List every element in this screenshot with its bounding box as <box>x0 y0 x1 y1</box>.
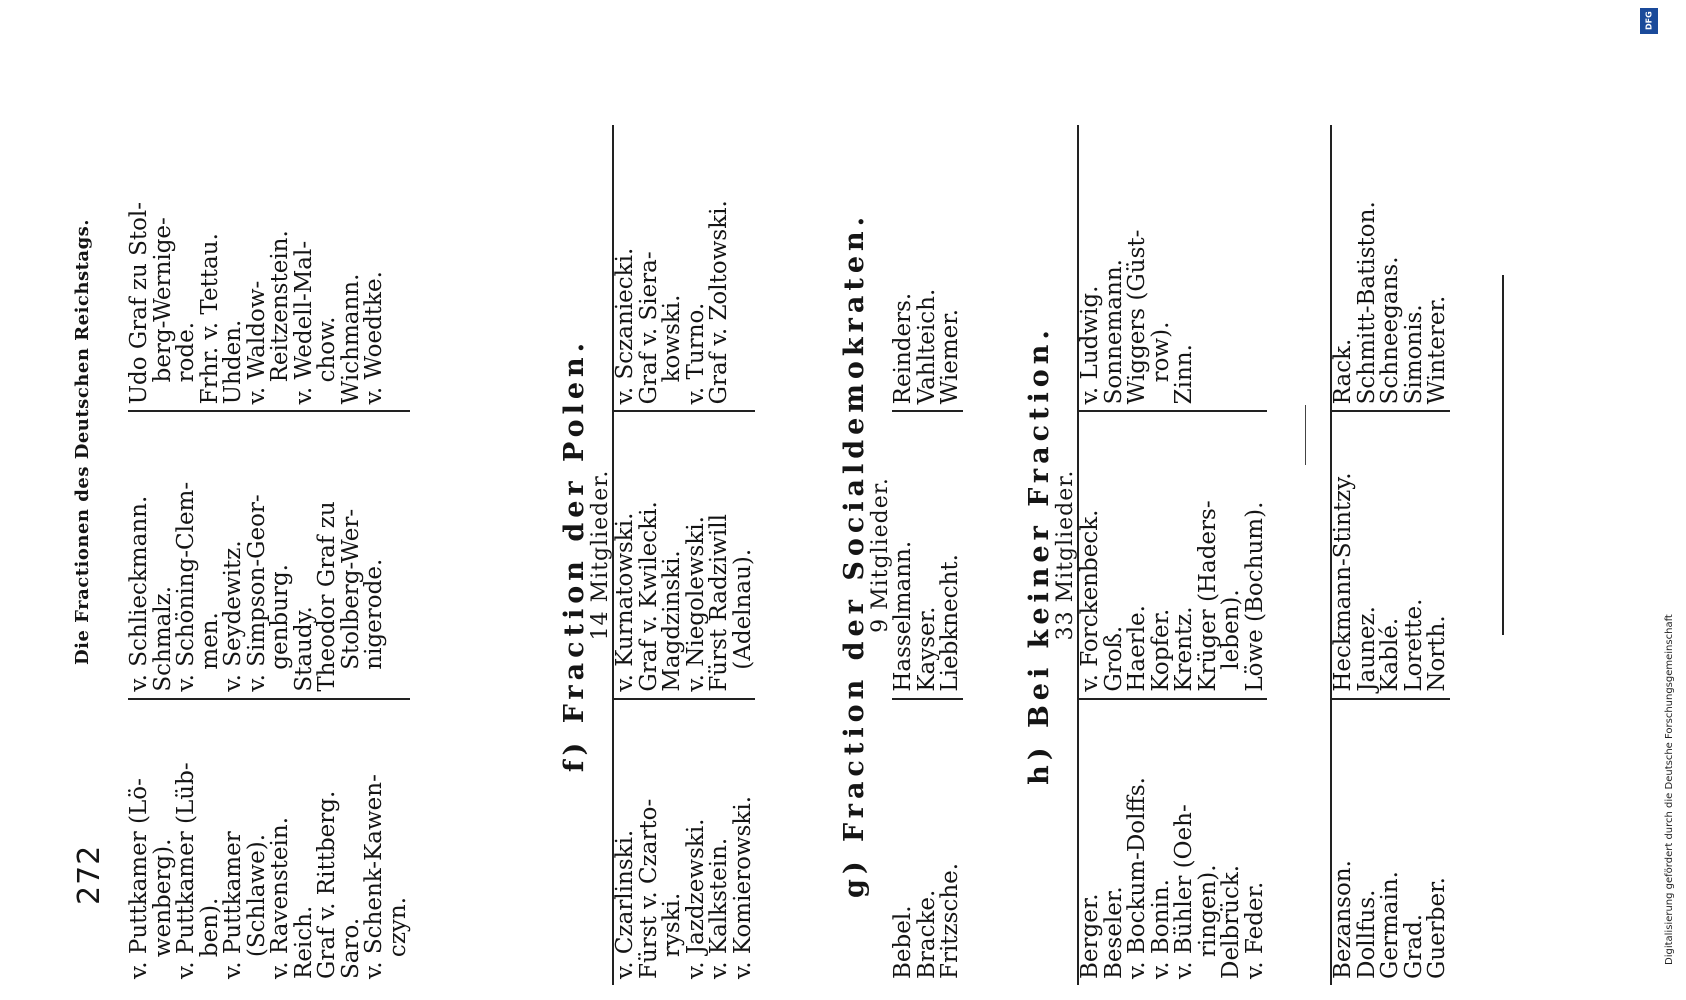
member-count: 9 Mitglieder. <box>868 477 893 633</box>
member-entry: Krüger (Haders- <box>1194 500 1221 692</box>
member-entry: v. Feder. <box>1241 881 1268 979</box>
member-entry: v. Woedtke. <box>361 271 387 405</box>
member-entry: v. Puttkamer (Lö- <box>126 778 152 979</box>
block-alsace-members <box>1330 125 1450 985</box>
member-entry: v. Seydewitz. <box>220 540 246 692</box>
section-heading: g) Fraction der Socialdemokraten. <box>839 211 870 899</box>
member-entry: v. Schlieckmann. <box>126 495 152 692</box>
member-entry: Löwe (Bochum). <box>1241 501 1268 692</box>
member-entry: v. Simpson-Geor- <box>243 494 270 692</box>
member-entry: North. <box>1424 615 1450 692</box>
three-columns <box>612 125 755 985</box>
member-entry: Simonis. <box>1400 304 1427 405</box>
name-column <box>892 700 963 985</box>
member-entry: v. Forckenbeck. <box>1077 509 1103 692</box>
separator-rule <box>1305 405 1306 465</box>
member-entry: v. Jazdzewski. <box>682 818 709 979</box>
member-entry: nigerode. <box>361 558 387 692</box>
member-entry: Schmitt-Batiston. <box>1353 201 1380 405</box>
section-no-fraction <box>1025 125 1267 985</box>
member-entry: Berger. <box>1077 893 1103 979</box>
digitization-note: Digitalisierung gefördert durch die Deutsche Forschungsgemeinschaft <box>1664 614 1675 965</box>
member-entry: berg-Wernige- <box>149 217 176 405</box>
member-entry: Uhden. <box>220 319 246 405</box>
member-entry: v. Wedell-Mal- <box>290 240 317 405</box>
member-entry: ringen). <box>1194 864 1221 979</box>
name-column <box>892 412 963 699</box>
member-entry: czyn. <box>384 896 411 979</box>
member-entry: (Schlawe). <box>243 833 270 979</box>
member-entry: kowski. <box>659 294 685 405</box>
member-entry: ryski. <box>659 892 685 979</box>
member-entry: Lorette. <box>1400 598 1427 692</box>
member-entry: Liebknecht. <box>937 554 963 692</box>
name-column <box>128 412 410 699</box>
three-columns <box>1077 125 1267 985</box>
three-columns <box>892 125 963 985</box>
rotated-page <box>60 125 1660 985</box>
name-column <box>1332 125 1450 412</box>
name-column <box>1332 700 1450 985</box>
member-entry: Bebel. <box>890 905 916 979</box>
member-entry: v. Sczaniecki. <box>612 247 638 405</box>
member-entry: Reinders. <box>890 292 916 405</box>
member-entry: Jaunez. <box>1353 606 1380 692</box>
name-column <box>614 700 755 985</box>
section-heading: h) Bei keiner Fraction. <box>1024 325 1055 785</box>
member-entry: (Adelnau). <box>729 548 756 692</box>
section-socialdemocrats <box>840 125 963 985</box>
member-entry: Zinn. <box>1171 344 1197 405</box>
member-count: 14 Mitglieder. <box>588 469 613 641</box>
member-entry: chow. <box>314 316 340 405</box>
member-entry: Reich. <box>290 905 317 979</box>
member-entry: Graf v. Kwilecki. <box>635 501 662 692</box>
member-entry: Beseler. <box>1100 886 1127 979</box>
name-column <box>892 125 963 412</box>
block-continued-members <box>128 125 410 985</box>
member-entry: v. Bonin. <box>1147 879 1174 979</box>
member-entry: Schneegans. <box>1377 256 1403 405</box>
member-entry: Magdzinski. <box>659 550 685 692</box>
member-entry: Delbrück. <box>1218 864 1244 979</box>
member-entry: v. Waldow- <box>243 280 270 405</box>
name-column <box>128 125 410 412</box>
member-entry: Dollfus. <box>1353 889 1380 979</box>
member-entry: Wiemer. <box>937 308 963 405</box>
member-entry: Vahlteich. <box>913 288 940 405</box>
member-entry: rode. <box>173 321 199 405</box>
member-entry: Bezanson. <box>1330 860 1356 979</box>
three-columns <box>1330 125 1450 985</box>
member-entry: v. Komierowski. <box>729 795 756 979</box>
member-entry: v. Bühler (Oeh- <box>1171 804 1197 979</box>
member-entry: Wiggers (Güst- <box>1124 229 1150 405</box>
member-entry: v. Turno. <box>682 302 709 405</box>
member-entry: Groß. <box>1100 625 1127 692</box>
member-entry: v. Schöning-Clem- <box>173 481 199 692</box>
name-column <box>1079 125 1267 412</box>
member-entry: Graf v. Rittberg. <box>314 790 340 979</box>
member-entry: Heckmann-Stintzy. <box>1330 472 1356 692</box>
member-entry: Winterer. <box>1424 295 1450 405</box>
member-entry: Reitzenstein. <box>267 230 293 405</box>
member-entry: men. <box>196 612 223 692</box>
member-entry: v. Ludwig. <box>1077 285 1103 405</box>
name-column <box>1079 412 1267 699</box>
member-entry: Graf v. Zoltowski. <box>706 200 732 405</box>
member-entry: Stolberg-Wer- <box>337 508 364 692</box>
three-columns <box>128 125 410 985</box>
name-column <box>614 125 755 412</box>
end-rule <box>1502 275 1504 635</box>
running-head <box>60 125 120 985</box>
member-entry: v. Czarlinski. <box>612 829 638 979</box>
member-entry: Udo Graf zu Stol- <box>126 201 152 405</box>
running-title: Die Fractionen des Deutschen Reichstags. <box>72 218 93 665</box>
member-entry: Germain. <box>1377 871 1403 979</box>
member-entry: Fritzsche. <box>937 862 963 979</box>
member-entry: Kayser. <box>913 606 940 692</box>
member-entry: v. Kalkstein. <box>706 837 732 979</box>
member-entry: Fürst Radziwill <box>706 514 732 692</box>
name-column <box>614 412 755 699</box>
section-poles <box>560 125 755 985</box>
member-entry: Krentz. <box>1171 606 1197 692</box>
name-column <box>1332 412 1450 699</box>
member-entry: Staudy. <box>290 606 317 692</box>
member-entry: Grad. <box>1400 913 1427 979</box>
page-number: 272 <box>72 844 107 905</box>
member-entry: Haerle. <box>1124 605 1150 692</box>
member-entry: v. Schenk-Kawen- <box>361 774 387 979</box>
member-entry: v. Niegolewski. <box>682 516 709 692</box>
member-entry: v. Puttkamer (Lüb- <box>173 762 199 979</box>
dfg-logo: DFG <box>1640 8 1658 34</box>
member-entry: genburg. <box>267 564 293 692</box>
member-entry: v. Ravenstein. <box>267 817 293 979</box>
member-entry: leben). <box>1218 589 1244 692</box>
member-entry: Rack. <box>1330 338 1356 405</box>
member-entry: Frhr. v. Tettau. <box>196 233 223 405</box>
member-entry: ben). <box>196 897 223 979</box>
member-entry: Wichmann. <box>337 273 364 405</box>
member-entry: Sonnemann. <box>1100 259 1127 405</box>
member-entry: Guerber. <box>1424 877 1450 979</box>
section-heading: f) Fraction der Polen. <box>559 337 590 773</box>
name-column <box>1079 700 1267 985</box>
side-note <box>1636 10 1676 970</box>
member-count: 33 Mitglieder. <box>1053 469 1078 641</box>
name-column <box>128 700 410 985</box>
member-entry: Bracke. <box>913 889 940 979</box>
member-entry: row). <box>1147 321 1174 405</box>
member-entry: v. Kurnatowski. <box>612 512 638 692</box>
member-entry: Graf v. Siera- <box>635 251 662 405</box>
member-entry: Saro. <box>337 917 364 979</box>
member-entry: Schmalz. <box>149 585 176 692</box>
member-entry: Kopfer. <box>1147 608 1174 692</box>
member-entry: Fürst v. Czarto- <box>635 798 662 979</box>
member-entry: wenberg). <box>149 838 176 979</box>
member-entry: Hasselmann. <box>890 540 916 692</box>
member-entry: v. Bockum-Dolffs. <box>1124 777 1150 979</box>
member-entry: v. Puttkamer <box>220 831 246 979</box>
member-entry: Kablé. <box>1377 617 1403 692</box>
member-entry: Theodor Graf zu <box>314 501 340 692</box>
